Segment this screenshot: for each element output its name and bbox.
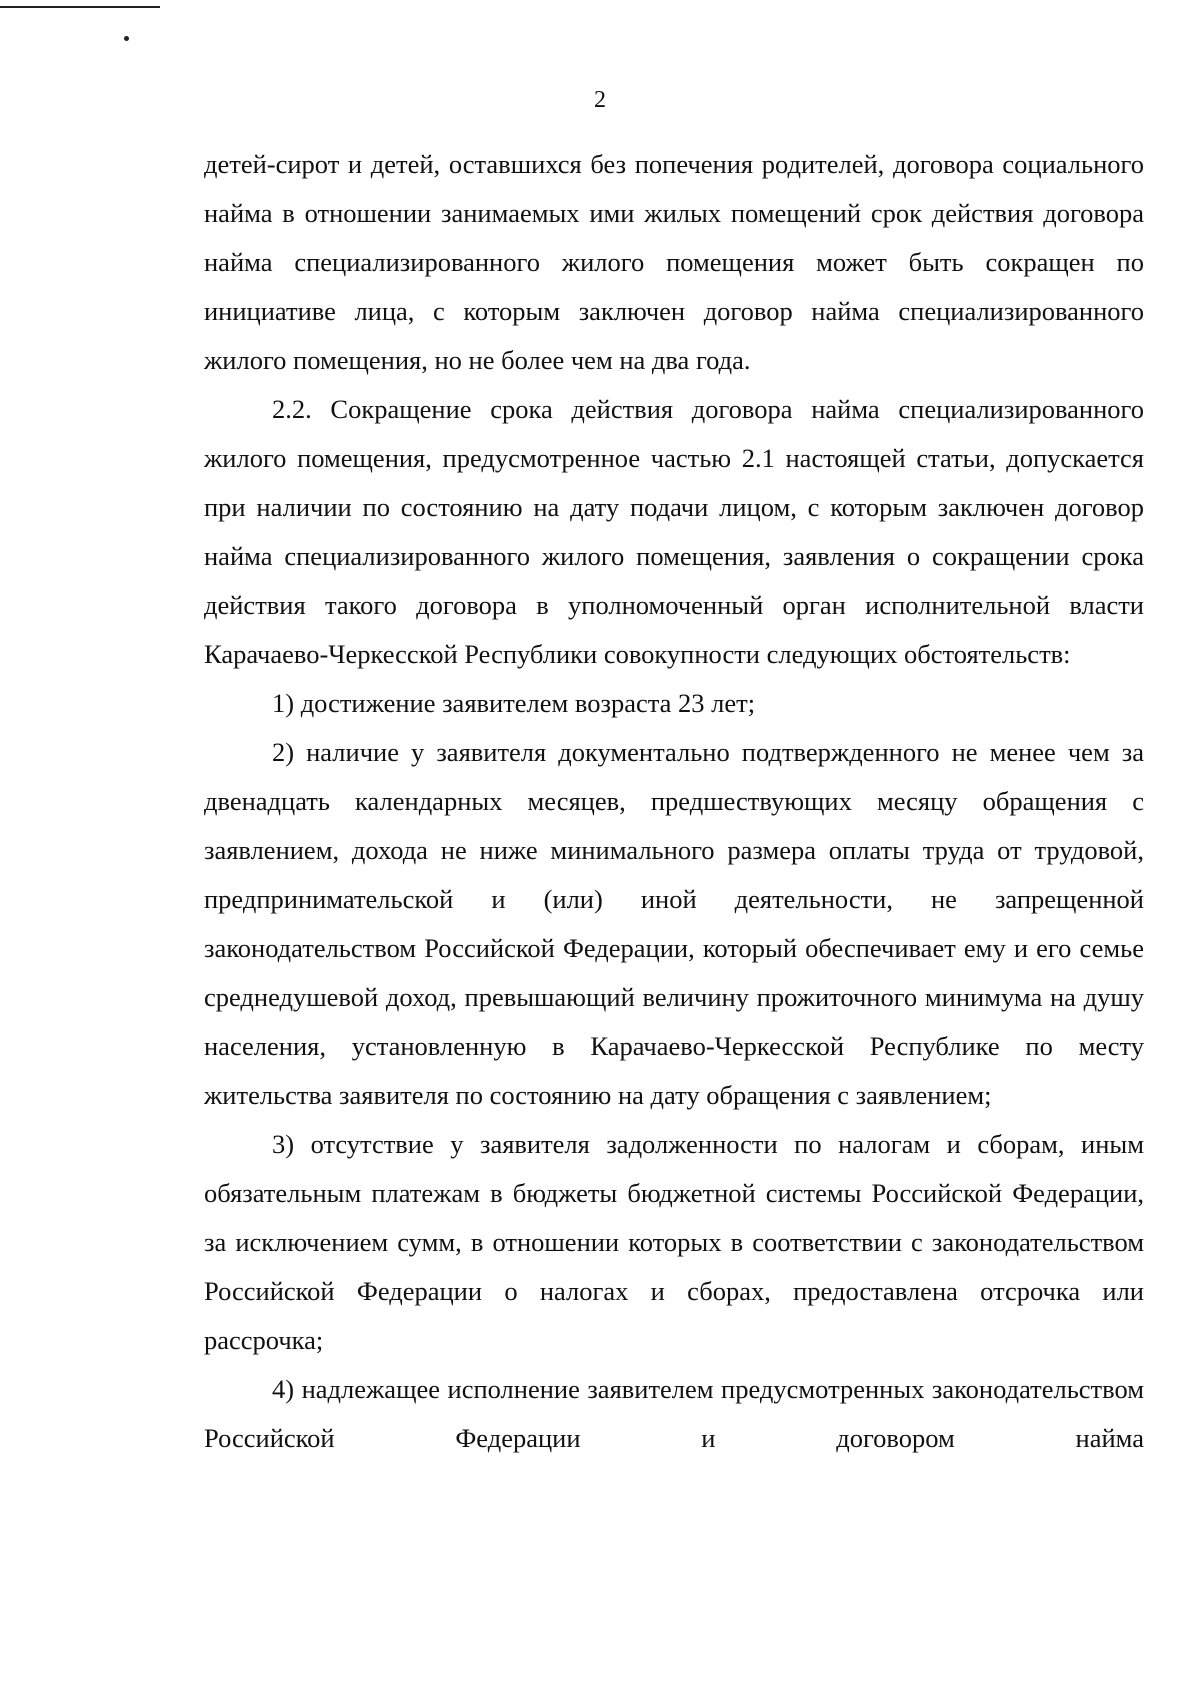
list-item-2: 2) наличие у заявителя документально подтвержденного не менее чем за двенадцать календарных месяцев, предшествующих месяцу обращения с заявлением, дохода не ниже минимального размера оплаты труда от трудовой, предпринимательской и (или) иной деятельности, не запрещенной законодательством Российской Федерации, который обеспечивает ему и его семье среднедушевой доход, превышающий величину прожиточного минимума на душу населения, установленную в Карачаево-Черкесской Республике по месту жительства заявителя по состоянию на дату обращения с заявлением; bbox=[204, 737, 1144, 1110]
page-number: 2 bbox=[594, 87, 606, 113]
list-item-3: 3) отсутствие у заявителя задолженности по налогам и сборам, иным обязательным платежам в бюджеты бюджетной системы Российской Федерации, за исключением сумм, в отношении которых в соответствии с законодательством Российской Федерации о налогах и сборах, предоставлена отсрочка или рассрочка; bbox=[204, 1129, 1144, 1355]
scan-artifact-dot bbox=[124, 36, 129, 41]
paragraph-continuation: детей-сирот и детей, оставшихся без попечения родителей, договора социального найма в отношении занимаемых ими жилых помещений срок действия договора найма специализированного жилого помещения может быть сокращен по инициативе лица, с которым заключен договор найма специализированного жилого помещения, но не более чем на два года. bbox=[204, 149, 1144, 375]
list-item-1: 1) достижение заявителем возраста 23 лет; bbox=[272, 688, 756, 718]
scan-artifact-line bbox=[0, 6, 160, 8]
list-item-4: 4) надлежащее исполнение заявителем предусмотренных законодательством Российской Федерации и договором найма bbox=[204, 1374, 1144, 1453]
document-body bbox=[204, 140, 1144, 1463]
paragraph-2-2: 2.2. Сокращение срока действия договора найма специализированного жилого помещения, предусмотренное частью 2.1 настоящей статьи, допускается при наличии по состоянию на дату подачи лицом, с которым заключен договор найма специализированного жилого помещения, заявления о сокращении срока действия такого договора в уполномоченный орган исполнительной власти Карачаево-Черкесской Республики совокупности следующих обстоятельств: bbox=[204, 394, 1144, 669]
